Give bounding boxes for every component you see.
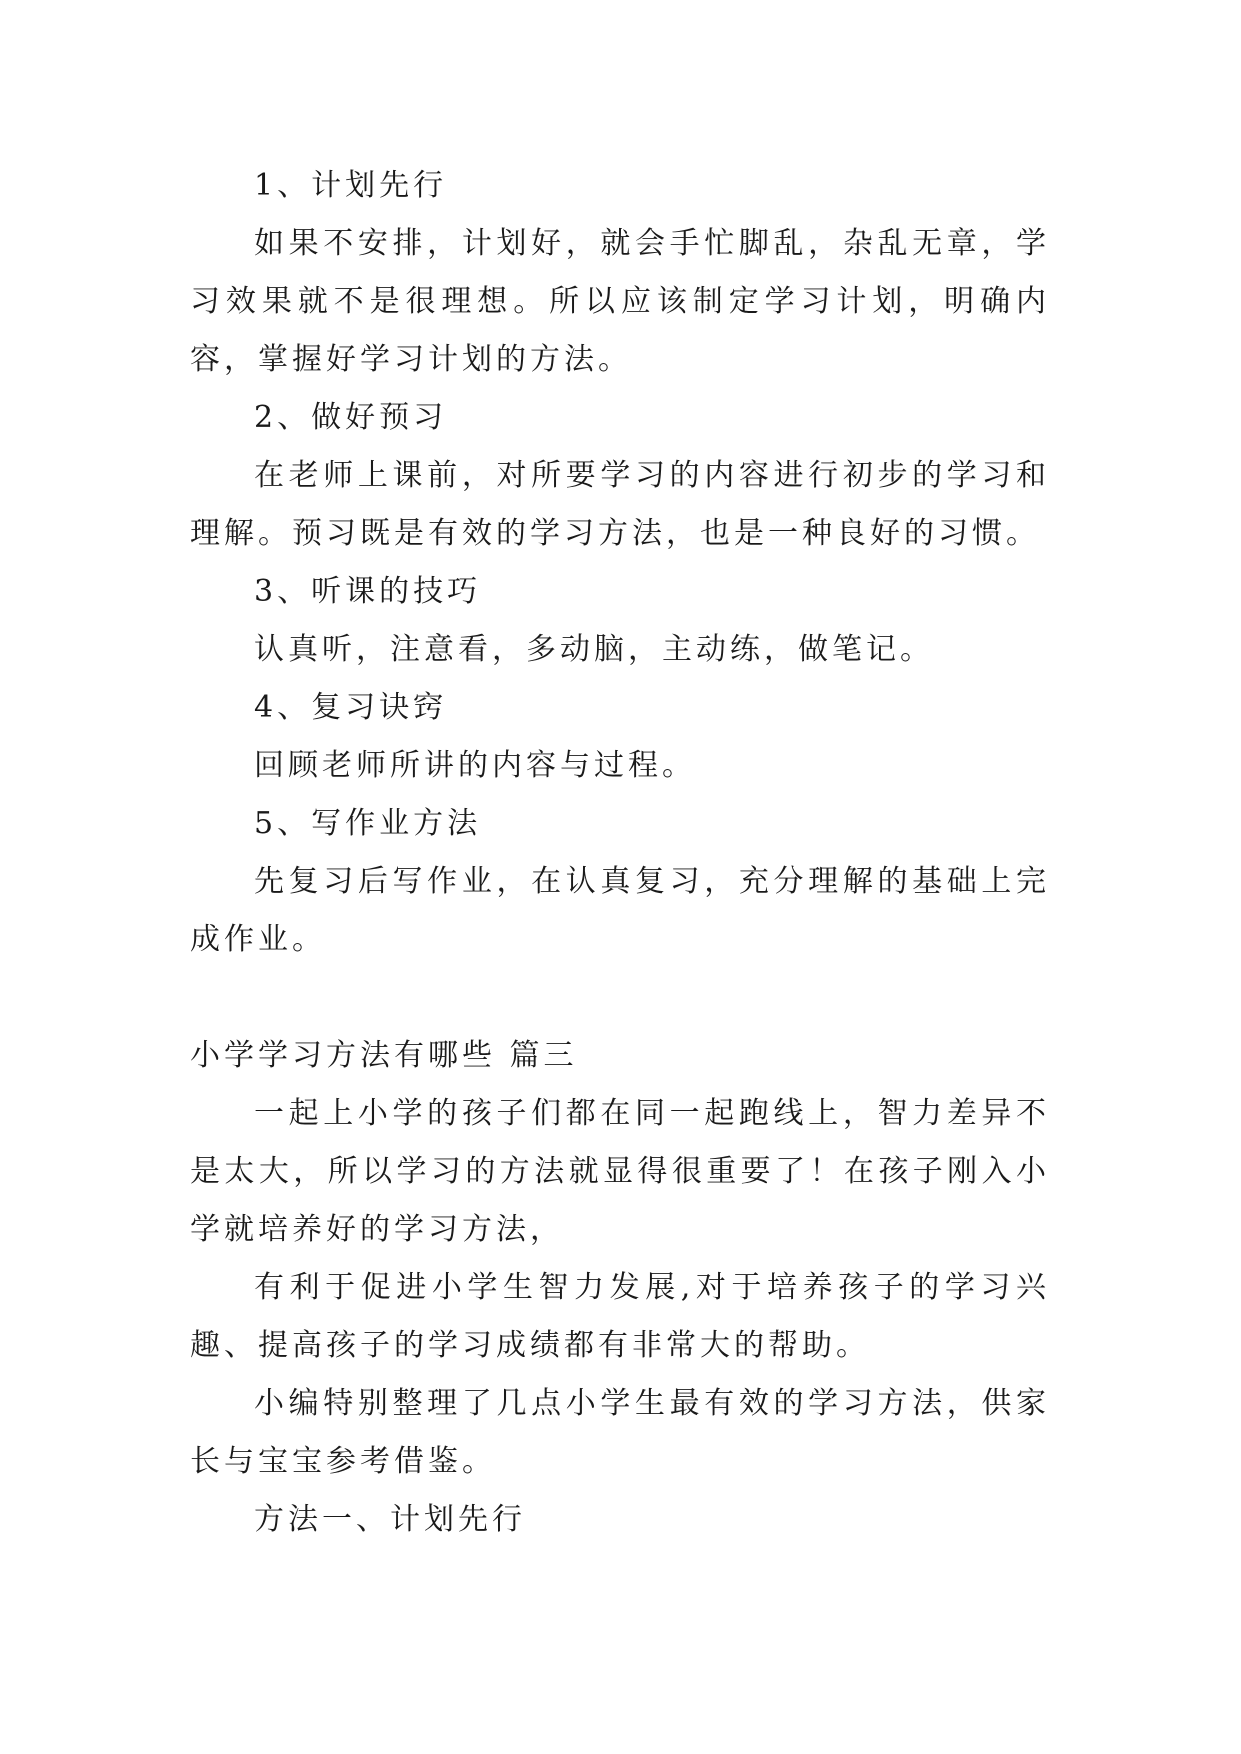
heading-4: 4、复习诀窍 [254, 690, 448, 725]
document-body [190, 157, 1050, 1549]
paragraph: 小编特别整理了几点小学生最有效的学习方法，供家长与宝宝参考借鉴。 [190, 1386, 1050, 1479]
heading-1: 1、计划先行 [254, 168, 448, 203]
method-heading: 方法一、计划先行 [254, 1502, 526, 1537]
paragraph: 先复习后写作业，在认真复习，充分理解的基础上完成作业。 [190, 864, 1050, 957]
paragraph: 在老师上课前，对所要学习的内容进行初步的学习和理解。预习既是有效的学习方法，也是一种良好的习惯。 [190, 458, 1050, 551]
paragraph: 有利于促进小学生智力发展,对于培养孩子的学习兴趣、提高孩子的学习成绩都有非常大的帮助。 [190, 1270, 1050, 1363]
section-title: 小学学习方法有哪些 篇三 [190, 1038, 578, 1073]
heading-2: 2、做好预习 [254, 400, 448, 435]
heading-5: 5、写作业方法 [254, 806, 482, 841]
paragraph: 认真听，注意看，多动脑，主动练，做笔记。 [254, 632, 934, 667]
paragraph: 一起上小学的孩子们都在同一起跑线上，智力差异不是太大，所以学习的方法就显得很重要了！在孩子刚入小学就培养好的学习方法， [190, 1096, 1050, 1247]
paragraph: 如果不安排，计划好，就会手忙脚乱，杂乱无章，学习效果就不是很理想。所以应该制定学习计划，明确内容，掌握好学习计划的方法。 [190, 226, 1050, 377]
heading-3: 3、听课的技巧 [254, 574, 482, 609]
paragraph: 回顾老师所讲的内容与过程。 [254, 748, 696, 783]
